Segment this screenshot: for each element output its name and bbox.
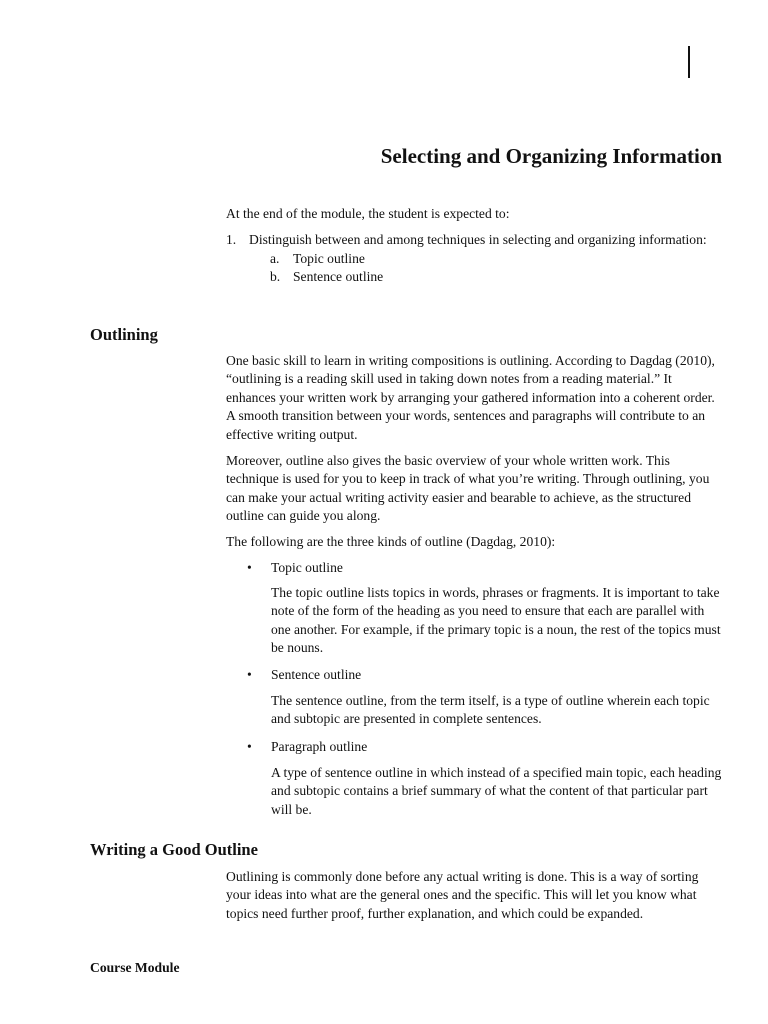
outline-kind-description: A type of sentence outline in which instead of a specified main topic, each heading and subtopic contains a brief summary of what the content of that particular part will be. [271,765,722,817]
outlining-paragraph-1: One basic skill to learn in writing compositions is outlining. According to Dagdag (2010), “outlining is a reading skill used in taking down notes from a reading material.” It enhances your written work by arranging your gathered information into a coherent order. A smooth transition between your words, sentences and paragraphs will contribute to an effective writing output. [226,353,715,442]
objectives-intro: At the end of the module, the student is expected to: [226,206,510,221]
bullet-icon: • [247,560,252,575]
outline-kind-label: Paragraph outline [271,739,368,754]
outline-kind-label: Topic outline [271,560,343,575]
bullet-icon: • [247,739,252,754]
objective-subitem [226,268,724,286]
objective-number: 1. [226,232,237,248]
outline-kind-description: The sentence outline, from the term itself, is a type of outline wherein each topic and subtopic are presented in complete sentences. [271,693,710,727]
subitem-text: Sentence outline [293,269,384,285]
outlining-paragraph-2: Moreover, outline also gives the basic overview of your whole written work. This technique is used for you to keep in track of what you’re writing. Through outlining, you can make your actual writing activity easier and bearable to achieve, as the structured outline can guide you along. [226,453,710,524]
bullet-icon: • [247,667,252,682]
section-heading-outlining: Outlining [90,325,158,344]
objective-item [226,231,724,249]
subitem-text: Topic outline [293,250,365,266]
outlining-paragraph-3: The following are the three kinds of outline (Dagdag, 2010): [226,534,556,549]
page-corner-mark [688,46,690,78]
outline-kind-label: Sentence outline [271,667,362,682]
subitem-letter: a. [270,250,280,266]
objective-subitem [226,250,724,268]
objective-text: Distinguish between and among techniques in selecting and organizing information: [249,232,707,248]
section-heading-good-outline: Writing a Good Outline [90,840,258,859]
objective-sublist [226,250,724,287]
subitem-letter: b. [270,269,281,285]
good-outline-paragraph: Outlining is commonly done before any actual writing is done. This is a way of sorting your ideas into what are the general ones and the specific. This will let you know what topics need further proof, further explanation, and which could be expanded. [226,869,699,921]
footer-course-module: Course Module [90,960,180,975]
page-title: Selecting and Organizing Information [380,144,722,168]
objectives-block [226,205,724,287]
outline-kind-description: The topic outline lists topics in words, phrases or fragments. It is important to take note of the form of the heading as you need to ensure that each are parallel with one another. For example, if the primary topic is a noun, the rest of the topics must be nouns. [271,585,721,656]
